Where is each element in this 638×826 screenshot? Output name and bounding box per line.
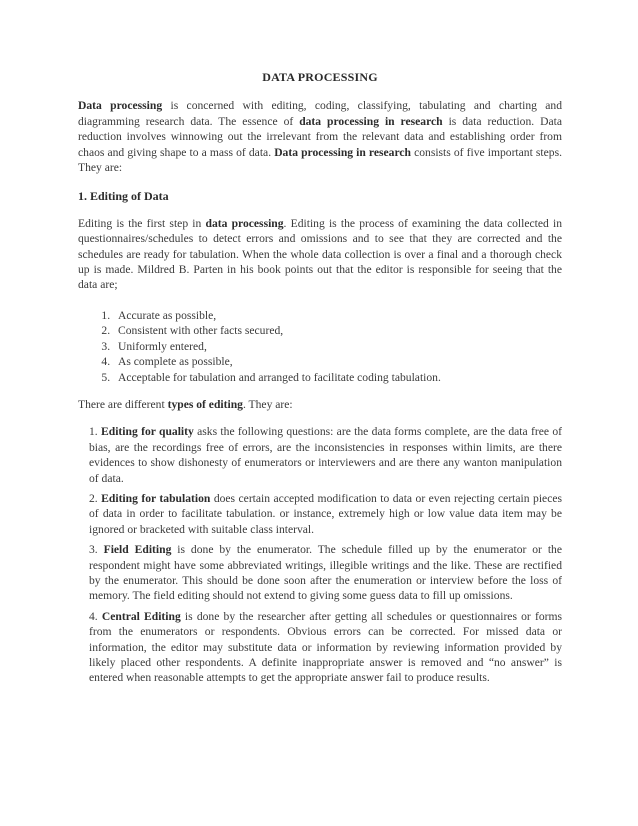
- list-item: 2. Consistent with other facts secured,: [113, 323, 562, 338]
- document-page: [78, 70, 562, 691]
- text-run: is done by the enumerator. The schedule filled up by the enumerator or the respondent might have some abbreviated writings, illegible writings and the like. These are rectified by the enumerator. This should be done soon after the enumeration or interview before the loss of memory. The field editing should not extend to giving some guess data to fill up omissions.: [89, 543, 562, 603]
- text-run: is data reduction. Data reduction involves winnowing out the irrelevant from the relevant data and establishing order from chaos and giving shape to a mass of data.: [78, 114, 563, 159]
- text-run: 3.: [89, 543, 104, 557]
- editing-criteria-list: [78, 308, 562, 385]
- text-run: consists of five important steps. They are:: [78, 145, 562, 175]
- editing-type-field: [89, 542, 562, 604]
- section-heading-editing-of-data: 1. Editing of Data: [78, 189, 169, 204]
- list-item: 3. Uniformly entered,: [113, 339, 562, 354]
- bold-text-run: Data processing: [78, 99, 163, 113]
- text-run: 1.: [89, 425, 102, 439]
- text-run: does certain accepted modification to data or even rejecting certain pieces of data in order to facilitate tabulation. or instance, extremely high or low value data item may be ignored or bracketed with suitable class interval.: [89, 491, 563, 536]
- text-run: is done by the researcher after getting all schedules or questionnaires or forms from the enumerators or respondents. Obvious errors can be corrected. For missed data or information, the editor may substitute data or information by reviewing information provided by likely placed other respondents. A definite inappropriate answer is removed and “no answer” is entered when reasonable attempts to get the appropriate answer fail to produce results.: [89, 609, 563, 685]
- bold-text-run: Central Editing: [101, 609, 181, 623]
- editing-type-central: [89, 609, 562, 686]
- bold-text-run: data processing: [205, 216, 284, 230]
- text-run: There are different: [78, 397, 168, 411]
- bold-text-run: Editing for quality: [101, 425, 194, 439]
- bold-text-run: Editing for tabulation: [101, 491, 211, 505]
- document-title: DATA PROCESSING: [262, 70, 378, 84]
- list-item: 5. Acceptable for tabulation and arranged to facilitate coding tabulation.: [113, 370, 562, 385]
- intro-paragraph: [78, 98, 562, 175]
- bold-text-run: Field Editing: [103, 543, 172, 557]
- text-run: . They are:: [242, 397, 293, 411]
- text-run: 4.: [89, 609, 102, 623]
- text-run: asks the following questions: are the data forms complete, are the data free of bias, are the recordings free of errors, are the inconsistencies in responses within limits, are there evidences to show dishonesty of enumerators or interviewers and are there any wanton manipulation of data.: [89, 425, 562, 485]
- editing-type-quality: [89, 424, 562, 486]
- editing-paragraph: [78, 216, 562, 293]
- list-item: 1. Accurate as possible,: [113, 308, 562, 323]
- text-run: 2.: [89, 491, 102, 505]
- bold-text-run: data processing in research: [299, 114, 443, 128]
- editing-type-tabulation: [89, 491, 562, 537]
- text-run: is concerned with editing, coding, classifying, tabulating and charting and diagramming research data. The essence of: [78, 99, 562, 128]
- text-run: . Editing is the process of examining the data collected in questionnaires/schedules to detect errors and omissions and to see that they are corrected and the schedules are ready for tabulation. When the whole data collection is over a final and a thorough check up is made. Mildred B. Parten in his book points out that the editor is responsible for seeing that the data are;: [78, 216, 562, 292]
- text-run: Editing is the first step in: [78, 216, 206, 230]
- bold-text-run: Data processing in research: [274, 145, 411, 159]
- bold-text-run: types of editing: [167, 397, 243, 411]
- types-of-editing-intro: [78, 397, 562, 412]
- list-item: 4. As complete as possible,: [113, 354, 562, 369]
